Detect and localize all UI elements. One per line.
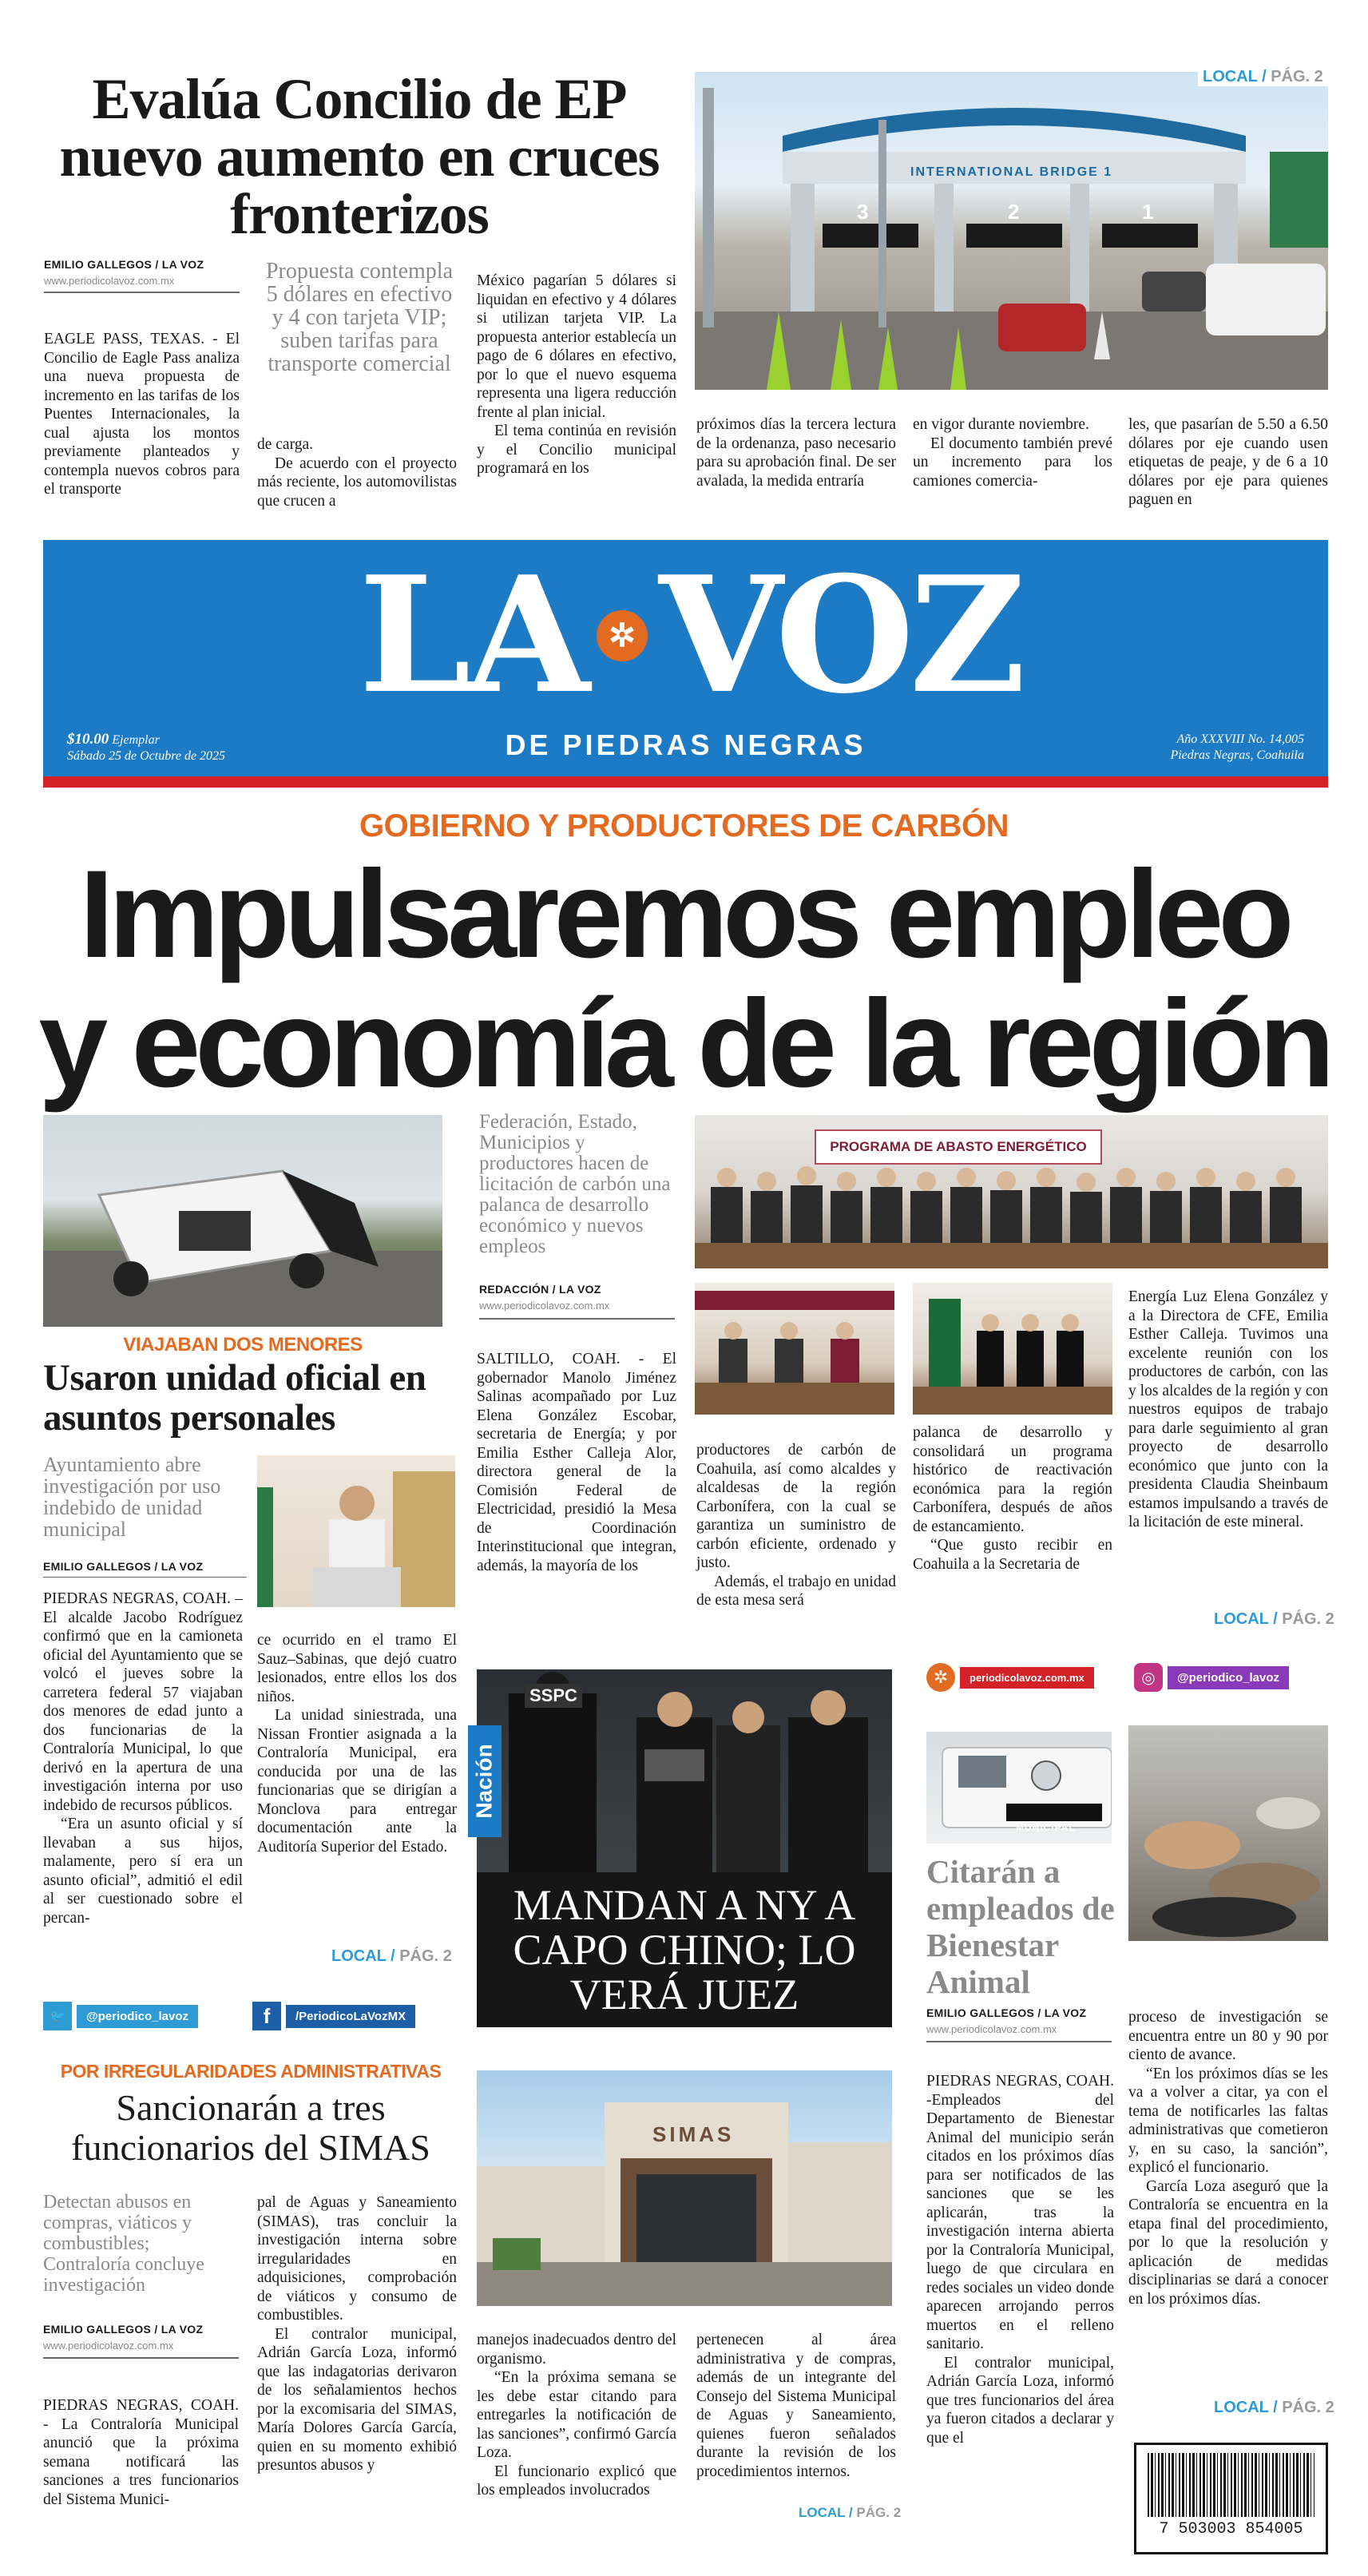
story4-byline: EMILIO GALLEGOS / LA VOZ	[43, 2323, 204, 2336]
facebook-icon: f	[252, 2002, 281, 2030]
story3-page: PÁG. 2	[1282, 2399, 1334, 2416]
edition-city: Piedras Negras, Coahuila	[1170, 748, 1304, 762]
lead-kicker: GOBIERNO Y PRODUCTORES DE CARBÓN	[359, 808, 1009, 843]
simas-building-photo	[477, 2070, 892, 2306]
dumped-dogs-photo	[1128, 1725, 1328, 1941]
website-sun-icon: ✲	[926, 1663, 955, 1692]
lead-col-3-p1: palanca de desarrollo y consolidará un programa histórico de reactivación económica para la región Carbonífera, después de años de estancamiento.	[913, 1424, 1112, 1535]
edition-number: Año XXXVIII No. 14,005	[1176, 732, 1304, 746]
top-section: LOCAL	[1203, 68, 1258, 85]
top-website: www.periodicolavoz.com.mx	[44, 275, 175, 287]
twitter-icon: 🐦	[43, 2002, 72, 2030]
barcode	[1134, 2443, 1328, 2554]
lead-website: www.periodicolavoz.com.mx	[479, 1300, 610, 1312]
website-url: periodicolavoz.com.mx	[960, 1667, 1094, 1689]
lead-col-2	[696, 1441, 896, 1610]
story4-col-2-p2: El contralor municipal, Adrián García Loza, informó que las indagatorias derivaron de los señalamientos hechos por la excomisaria del SIMAS, María Dolores García García, quien en su momento exhibió presuntos abusos y	[257, 2325, 457, 2474]
simas-illustration	[477, 2070, 892, 2306]
nacion-label-text: Nación	[472, 1744, 498, 1819]
story2-byline-rule	[43, 1577, 247, 1578]
lead-byline: REDACCIÓN / LA VOZ	[479, 1283, 601, 1296]
masthead-logo[interactable]	[307, 542, 1073, 729]
story2-col-1	[43, 1590, 243, 1927]
bienestar-truck-photo	[926, 1732, 1112, 1844]
price-label: Ejemplar	[112, 733, 160, 747]
nacion-headline-box[interactable]	[477, 1872, 892, 2027]
story2-deck: Ayuntamiento abre investigación por uso indebido de unidad municipal	[43, 1453, 221, 1541]
story3-section: LOCAL	[1214, 2399, 1269, 2416]
speakers-illustration-1	[695, 1283, 894, 1415]
story4-col-1-p: PIEDRAS NEGRAS, COAH. - La Contraloría Municipal anunció que la próxima semana notificará las sanciones a tres funcionarios del Sistema Munici-	[43, 2397, 239, 2508]
top-page: PÁG. 2	[1271, 68, 1323, 85]
top-col-2-p1: de carga.	[257, 436, 314, 453]
barcode-bars	[1148, 2453, 1314, 2517]
story3-col-1-p2: El contralor municipal, Adrián García Loza, informó que tres funcionarios del área ya fueron citados a declarar y que el	[926, 2354, 1114, 2447]
story2-kicker: VIAJABAN DOS MENORES	[123, 1334, 363, 1355]
lane-3: 3	[857, 200, 869, 224]
story2-col-2-p1: ce ocurrido en el tramo El Sauz–Sabinas, que dejó cuatro lesionados, entre ellos los dos niños.	[257, 1632, 457, 1705]
top-col-5	[913, 415, 1112, 490]
story2-headline[interactable]: Usaron unidad oficial en asuntos personales	[43, 1357, 426, 1439]
lane-2: 2	[1008, 200, 1020, 224]
story2-col-2	[257, 1631, 457, 1856]
facebook-link[interactable]	[252, 2002, 415, 2030]
story2-section-ref[interactable]: LOCAL / PÁG. 2	[331, 1947, 452, 1965]
story4-headline[interactable]: Sancionarán a tres funcionarios del SIMAS	[71, 2087, 430, 2168]
story4-deck: Detectan abusos en compras, viáticos y combustibles; Contraloría concluye investigación	[43, 2192, 204, 2296]
dumped-dogs-illustration	[1128, 1725, 1328, 1941]
top-col-3-p1: México pagarían 5 dólares si liquidan en efectivo y 4 dólares si utilizan tarjeta VIP. La propuesta anterior establecía un pago de 6 dólares en efectivo, por lo que el nuevo esquema representa una ligera reducción frente al plan inicial.	[477, 272, 676, 421]
story4-byline-rule	[43, 2357, 239, 2359]
website-link[interactable]	[926, 1663, 1094, 1692]
story3-byline-rule	[926, 2041, 1112, 2042]
story4-section-ref[interactable]: LOCAL / PÁG. 2	[799, 2505, 902, 2520]
masthead-edition-block	[1170, 732, 1304, 764]
meeting-photo	[695, 1115, 1328, 1268]
bridge-sign: INTERNATIONAL BRIDGE 1	[910, 165, 1113, 179]
story3-col-2-p1: proceso de investigación se encuentra entre un 80 y 90 por ciento de avance.	[1128, 2009, 1328, 2063]
instagram-icon: ◎	[1134, 1663, 1163, 1692]
story4-col-4	[696, 2331, 896, 2481]
logo-sun-icon: ✲	[597, 610, 648, 661]
nacion-photo	[477, 1669, 892, 1872]
masthead	[43, 540, 1328, 788]
story3-col-1	[926, 2072, 1114, 2447]
lead-headline-1[interactable]: Impulsaremos empleo	[79, 845, 1289, 984]
top-col-5-p1: en vigor durante noviembre.	[913, 416, 1089, 433]
story2-col-1-p1: PIEDRAS NEGRAS, COAH. – El alcalde Jacobo Rodríguez confirmó que en la camioneta oficial del Ayuntamiento que se volcó el jueves sobre la carretera federal 57 viajaban dos menores de edad junto a dos funcionarias de la Contraloría Municipal, lo que derivó en la apertura de una investigación interna por uso indebido de recursos públicos.	[43, 1590, 243, 1814]
truck-illustration	[43, 1115, 442, 1327]
top-section-ref[interactable]: LOCAL / PÁG. 2	[1198, 68, 1328, 86]
story4-col-1	[43, 2396, 239, 2509]
top-col-1-p: EAGLE PASS, TEXAS. - El Concilio de Eagle Pass analiza una nueva propuesta de incremento en las tarifas de los Puentes Internacionales, la cual ajusta los montos previamente planteados y contempla nuevos cobros para el transporte	[44, 331, 240, 498]
barcode-number: 7 503003 854005	[1159, 2520, 1303, 2538]
twitter-link[interactable]	[43, 2002, 198, 2030]
instagram-link[interactable]	[1134, 1663, 1289, 1692]
speakers-illustration-2	[913, 1283, 1112, 1415]
twitter-handle: @periodico_lavoz	[77, 2005, 198, 2028]
top-col-6	[1128, 415, 1328, 510]
story2-col-1-p2: “Era un asunto oficial y sí llevaban a sus hijos, malamente, pero sí era un asunto oficial”, admitió el edil al ser cuestionado sobre el percan-	[43, 1816, 243, 1927]
top-col-2-p2: De acuerdo con el proyecto más reciente, los automovilistas que crucen a	[257, 454, 457, 510]
facebook-handle: /PeriodicoLaVozMX	[286, 2005, 415, 2028]
speakers-photo-2	[913, 1283, 1112, 1415]
story4-col-3-p3: El funcionario explicó que los empleados involucrados	[477, 2463, 676, 2499]
lead-col-2-p1: productores de carbón de Coahuila, así como alcaldes y alcaldesas de la región Carbonífera, con la cual se garantiza un suministro de carbón eficiente, ordenado y justo.	[696, 1442, 896, 1571]
lead-section: LOCAL	[1214, 1610, 1269, 1628]
top-headline[interactable]: Evalúa Concilio de EP nuevo aumento en cruces fronterizos	[59, 67, 660, 246]
story4-website: www.periodicolavoz.com.mx	[43, 2340, 174, 2352]
story4-col-4-p: pertenecen al área administrativa y de compras, además de un integrante del Consejo del Sistema Municipal de Aguas y Saneamiento, quienes fueron señalados durante la revisión de los procedimientos internos.	[696, 2332, 896, 2480]
story3-website: www.periodicolavoz.com.mx	[926, 2023, 1057, 2035]
lead-col-3	[913, 1423, 1112, 1574]
story3-section-ref[interactable]: LOCAL / PÁG. 2	[1214, 2399, 1334, 2416]
story4-col-2	[257, 2193, 457, 2475]
story4-col-3-p1: manejos inadecuados dentro del organismo.	[477, 2332, 676, 2368]
logo-la: LA	[359, 542, 585, 729]
story3-col-2	[1128, 2008, 1328, 2308]
nacion-headline: MANDAN A NY A CAPO CHINO; LO VERÁ JUEZ	[513, 1881, 856, 2018]
masthead-price-block	[67, 732, 225, 764]
meeting-crowd	[695, 1115, 1328, 1268]
story4-col-3	[477, 2331, 676, 2500]
masthead-red-bar	[43, 776, 1328, 788]
lead-page: PÁG. 2	[1282, 1610, 1334, 1628]
top-col-6-p: les, que pasarían de 5.50 a 6.50 dólares por eje cuando usen etiquetas de peaje, y de 6 a 10 dólares por eje para quienes paguen en	[1128, 416, 1328, 508]
top-col-5-p2: El documento también prevé un incremento para los camiones comercia-	[913, 435, 1112, 490]
lead-col-1-p: SALTILLO, COAH. - El gobernador Manolo Jiménez Salinas acompañado por Luz Elena González Escobar, secretaria de Energía; y por Emilia Esther Calleja Alor, directora general de la Comisión Federal de Electricidad, presidió la Mesa de Coordinación Interinstitucional que integran, además, la mayoría de los	[477, 1351, 676, 1574]
top-col-3-p2: El tema continúa en revisión y el Concilio municipal programará en los	[477, 423, 676, 477]
lead-byline-rule	[479, 1318, 675, 1320]
overturned-truck-photo	[43, 1115, 442, 1327]
border-bridge-illustration	[695, 72, 1328, 390]
sspc-patch: SSPC	[525, 1684, 582, 1708]
story2-page: PÁG. 2	[399, 1947, 452, 1965]
top-col-3	[477, 272, 676, 478]
top-col-4	[696, 415, 896, 490]
bienestar-truck-sign: MUNICIPAL	[1016, 1822, 1076, 1833]
simas-sign: SIMAS	[652, 2122, 735, 2146]
top-byline: EMILIO GALLEGOS / LA VOZ	[44, 258, 204, 271]
top-col-1	[44, 330, 240, 499]
story4-section: LOCAL	[799, 2505, 846, 2520]
instagram-handle: @periodico_lavoz	[1168, 1666, 1289, 1689]
story4-page: PÁG. 2	[856, 2505, 902, 2520]
lead-deck: Federación, Estado, Municipios y productores hacen de licitación de carbón una palanca de desarrollo económico y nuevos empleos	[479, 1111, 671, 1257]
story4-col-3-p2: “En la próxima semana se les debe estar citando para entregarles la notificación de las sanciones”, confirmó García Loza.	[477, 2369, 676, 2461]
top-col-4-p: próximos días la tercera lectura de la ordenanza, paso necesario para su aprobación final. De ser avalada, la medida entraría	[696, 416, 896, 490]
mayor-photo	[257, 1455, 455, 1607]
lead-col-2-p2: Además, el trabajo en unidad de esta mesa será	[696, 1573, 896, 1609]
top-byline-rule	[44, 292, 240, 293]
lane-1: 1	[1142, 200, 1154, 224]
mayor-illustration	[257, 1455, 455, 1607]
story3-col-2-p3: García Loza aseguró que la Contraloría se encuentra en la etapa final del procedimiento, por lo que la resolución y aplicación de medidas disciplinarias se dará a conocer en los próximos días.	[1128, 2177, 1328, 2308]
lead-col-1	[477, 1350, 676, 1575]
story2-byline: EMILIO GALLEGOS / LA VOZ	[43, 1560, 204, 1573]
story3-byline: EMILIO GALLEGOS / LA VOZ	[926, 2006, 1087, 2019]
lead-col-3-p2: “Que gusto recibir en Coahuila a la Secretaria de	[913, 1537, 1112, 1573]
top-deck: Propuesta contempla 5 dólares en efectivo y 4 con tarjeta VIP; suben tarifas para transporte comercial	[265, 259, 454, 376]
speakers-photo-1	[695, 1283, 894, 1415]
story2-section: LOCAL	[331, 1947, 387, 1965]
nacion-label[interactable]	[468, 1725, 502, 1837]
issue-date: Sábado 25 de Octubre de 2025	[67, 749, 226, 763]
story4-col-2-p1: pal de Aguas y Saneamiento (SIMAS), tras concluir la investigación interna sobre irregularidades en adquisiciones, comprobación de viáticos y consumo de combustibles.	[257, 2194, 457, 2324]
story3-col-2-p2: “En los próximos días se les va a volver a citar, ya con el tema de notificarles las faltas administrativas que cometieron y, en su caso, la sanción”, explicó el funcionario.	[1128, 2065, 1328, 2176]
story2-col-2-p2: La unidad siniestrada, una Nissan Frontier asignada a la Contraloría Municipal, era conducida por una de las funcionarias que se dirigían a Monclova para entregar documentación ante la Auditoría Superior del Estado.	[257, 1707, 457, 1856]
story3-headline[interactable]: Citarán a empleados de Bienestar Animal	[926, 1853, 1115, 2000]
border-bridge-photo	[695, 72, 1328, 390]
price: $10.00	[67, 731, 109, 748]
masthead-subtitle: DE PIEDRAS NEGRAS	[505, 728, 866, 761]
story3-col-1-p1: PIEDRAS NEGRAS, COAH. -Empleados del Departamento de Bienestar Animal del municipio serán citados en los próximos días para ser notificados de las sanciones que se les aplicarán, tras la investigación interna abierta por la Contraloría Municipal, luego de que circulara en redes sociales un video donde aparecen arrojando perros muertos en el relleno sanitario.	[926, 2073, 1114, 2352]
lead-section-ref[interactable]: LOCAL / PÁG. 2	[1214, 1610, 1334, 1628]
meeting-banner-text: PROGRAMA DE ABASTO ENERGÉTICO	[830, 1139, 1087, 1154]
lead-col-4	[1128, 1288, 1328, 1532]
top-col-2	[257, 435, 457, 510]
logo-voz: VOZ	[658, 542, 1021, 729]
lead-col-4-p: Energía Luz Elena González y a la Directora de CFE, Emilia Esther Calleja. Tuvimos una excelente reunión con los productores de carbón, con las y los alcaldes de la región y con nuestros equipos de trabajo para darle seguimiento al gran proyecto de desarrollo económico que junto con la presidenta Claudia Sheinbaum estamos impulsando a través de la licitación de este mineral.	[1128, 1288, 1328, 1530]
story4-kicker: POR IRREGULARIDADES ADMINISTRATIVAS	[60, 2061, 442, 2082]
lead-headline-2[interactable]: y economía de la región	[38, 974, 1330, 1113]
